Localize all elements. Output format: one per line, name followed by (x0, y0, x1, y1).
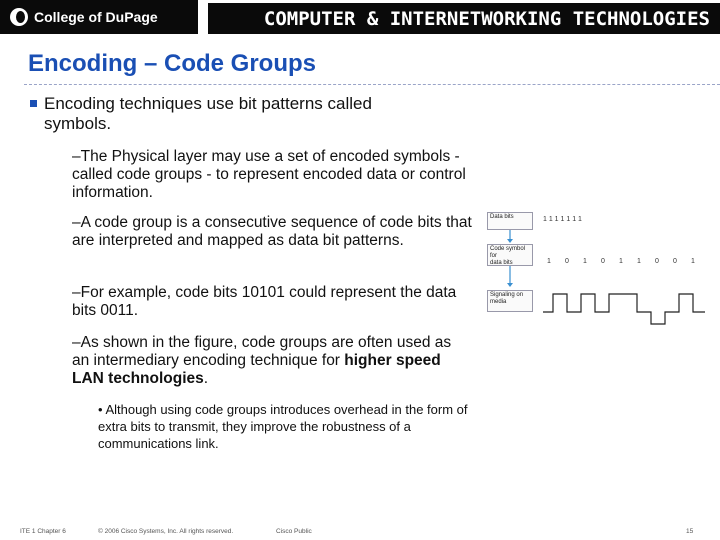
data-bits-box: Data bits (487, 212, 533, 230)
code-bit: 0 (655, 258, 659, 265)
sub-bullet-3: –For example, code bits 10101 could represent the data bits 0011. (72, 284, 457, 319)
sub-bullet-4: –As shown in the figure, code groups are often used as an intermediary encoding technique for higher speed LAN technologies. (72, 334, 452, 387)
signaling-box: Signaling on media (487, 290, 533, 312)
code-bit: 1 (547, 258, 551, 265)
sub-sub-bullet: • Although using code groups introduces overhead in the form of extra bits to transmit, they improve the robustness of a communications link. (98, 402, 468, 451)
college-logo-icon (10, 8, 28, 26)
logo-text: College of DuPage (34, 9, 158, 25)
data-bits-label: 1 1 1 1 1 1 1 (543, 216, 582, 223)
program-banner (208, 3, 720, 34)
sub-bullet-1: –The Physical layer may use a set of encoded symbols - called code groups - to represent encoded data or control information. (72, 148, 466, 201)
footer-classification: Cisco Public (276, 528, 312, 535)
code-bit: 1 (691, 258, 695, 265)
code-bit: 1 (619, 258, 623, 265)
code-bit: 1 (583, 258, 587, 265)
code-symbol-box: Code symbol for data bits (487, 244, 533, 266)
footer-page-number: 15 (686, 528, 694, 535)
slide-title: Encoding – Code Groups (28, 50, 317, 77)
code-bit: 0 (565, 258, 569, 265)
title-divider (24, 84, 720, 85)
footer-course: ITE 1 Chapter 6 (20, 528, 66, 535)
sub-bullet-2: –A code group is a consecutive sequence of code bits that are interpreted and mapped as data bit patterns. (72, 214, 472, 249)
code-bit: 0 (673, 258, 677, 265)
header (0, 0, 720, 34)
banner-text: COMPUTER & INTERNETWORKING TECHNOLOGIES (263, 7, 710, 30)
college-logo (0, 0, 198, 34)
footer-copyright: © 2006 Cisco Systems, Inc. All rights reserved. (98, 528, 234, 535)
bullet-text: Encoding techniques use bit patterns called symbols. (44, 94, 372, 133)
code-group-figure (483, 206, 709, 332)
code-bit: 0 (601, 258, 605, 265)
square-bullet-icon (30, 100, 37, 107)
bullet-level1 (30, 94, 470, 134)
code-bit: 1 (637, 258, 641, 265)
